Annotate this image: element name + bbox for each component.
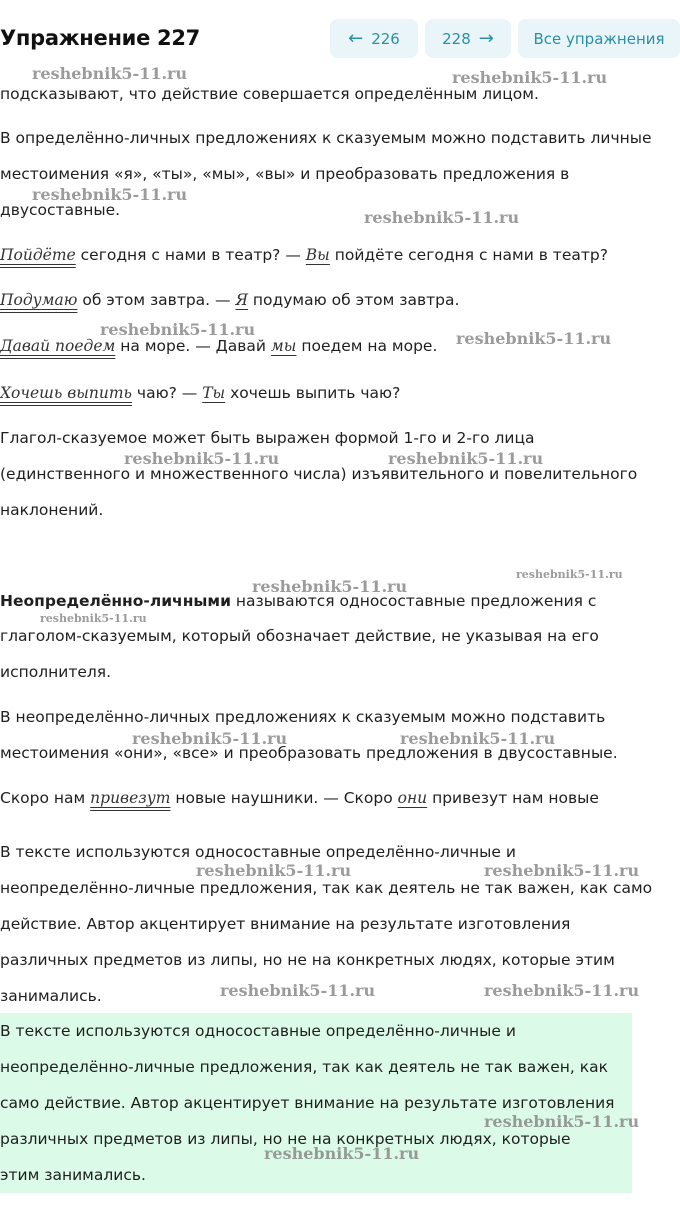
watermark: reshebnik5-11.ru bbox=[452, 68, 608, 87]
page-title: Упражнение 227 bbox=[0, 26, 200, 50]
example-text: хочешь выпить чаю? bbox=[225, 384, 401, 402]
arrow-right-icon: → bbox=[478, 27, 494, 49]
example-line bbox=[0, 375, 400, 411]
next-exercise-button[interactable] bbox=[425, 19, 511, 58]
text-line: различных предметов из липы, но не на конкретных людях, которые этим bbox=[0, 951, 615, 969]
text-line: В неопределённо-личных предложениях к сказуемым можно подставить bbox=[0, 708, 606, 726]
predicate: привезут bbox=[90, 789, 171, 807]
text-line: глаголом-сказуемым, который обозначает действие, не указывая на его bbox=[0, 627, 599, 645]
example-text: чаю? — bbox=[131, 384, 203, 402]
text-line: занимались. bbox=[0, 987, 102, 1005]
example-line bbox=[0, 237, 608, 273]
predicate: Пойдёте bbox=[0, 246, 76, 264]
answer-line: различных предметов из липы, но не на конкретных людях, которые bbox=[0, 1130, 571, 1148]
subject: они bbox=[397, 789, 428, 807]
all-exercises-button[interactable] bbox=[518, 19, 680, 58]
arrow-left-icon: ← bbox=[348, 27, 364, 49]
watermark: reshebnik5-11.ru bbox=[220, 981, 376, 1000]
text-line: В тексте используются односоставные определённо-личные и bbox=[0, 843, 516, 861]
predicate: Хочешь выпить bbox=[0, 384, 132, 402]
predicate: Давай поедем bbox=[0, 337, 116, 355]
text-span: называются односоставные предложения с bbox=[230, 592, 597, 610]
watermark: reshebnik5-11.ru bbox=[484, 981, 640, 1000]
answer-line: неопределённо-личные предложения, так как деятель не так важен, как bbox=[0, 1058, 609, 1076]
watermark: reshebnik5-11.ru bbox=[516, 568, 623, 581]
subject: Ты bbox=[202, 384, 226, 402]
prev-exercise-button[interactable] bbox=[330, 19, 418, 58]
example-text: подумаю об этом завтра. bbox=[248, 291, 460, 309]
watermark: reshebnik5-11.ru bbox=[40, 612, 147, 625]
watermark: reshebnik5-11.ru bbox=[484, 1112, 640, 1131]
next-exercise-label: 228 bbox=[442, 29, 471, 48]
text-line: местоимения «я», «ты», «мы», «вы» и преобразовать предложения в bbox=[0, 165, 570, 183]
text-line: местоимения «они», «все» и преобразовать предложения в двусоставные. bbox=[0, 744, 618, 762]
example-text: пойдёте сегодня с нами в театр? bbox=[329, 246, 608, 264]
example-line bbox=[0, 780, 599, 816]
prev-exercise-label: 226 bbox=[371, 29, 400, 48]
answer-line: само действие. Автор акцентирует внимание на результате изготовления bbox=[0, 1094, 615, 1112]
subject: Я bbox=[235, 291, 248, 309]
subject: Вы bbox=[305, 246, 330, 264]
watermark: reshebnik5-11.ru bbox=[32, 185, 188, 204]
watermark: reshebnik5-11.ru bbox=[364, 208, 520, 227]
watermark: reshebnik5-11.ru bbox=[32, 64, 188, 83]
text-line: наклонений. bbox=[0, 501, 104, 519]
text-line: (единственного и множественного числа) изъявительного и повелительного bbox=[0, 465, 638, 483]
example-line bbox=[0, 282, 459, 318]
example-text: сегодня с нами в театр? — bbox=[75, 246, 306, 264]
example-text: Скоро нам bbox=[0, 789, 91, 807]
watermark: reshebnik5-11.ru bbox=[388, 449, 544, 468]
example-text: поедем на море. bbox=[296, 337, 438, 355]
answer-line: этим занимались. bbox=[0, 1166, 146, 1184]
watermark: reshebnik5-11.ru bbox=[252, 577, 408, 596]
text-line: Глагол-сказуемое может быть выражен формой 1-го и 2-го лица bbox=[0, 429, 535, 447]
text-line: неопределённо-личные предложения, так как деятель не так важен, как само bbox=[0, 879, 653, 897]
watermark: reshebnik5-11.ru bbox=[456, 329, 612, 348]
example-text: новые наушники. — Скоро bbox=[170, 789, 398, 807]
watermark: reshebnik5-11.ru bbox=[196, 861, 352, 880]
text-line: двусоставные. bbox=[0, 201, 121, 219]
exercise-header bbox=[0, 0, 680, 72]
predicate: Подумаю bbox=[0, 291, 78, 309]
term-bold: Неопределённо-личными bbox=[0, 592, 231, 610]
example-text: на море. — Давай bbox=[115, 337, 271, 355]
text-line: действие. Автор акцентирует внимание на результате изготовления bbox=[0, 915, 571, 933]
watermark: reshebnik5-11.ru bbox=[132, 729, 288, 748]
watermark: reshebnik5-11.ru bbox=[100, 320, 256, 339]
watermark: reshebnik5-11.ru bbox=[484, 861, 640, 880]
all-exercises-label: Все упражнения bbox=[533, 29, 665, 48]
watermark: reshebnik5-11.ru bbox=[400, 729, 556, 748]
text-line: подсказывают, что действие совершается определённым лицом. bbox=[0, 85, 539, 103]
subject: мы bbox=[270, 337, 297, 355]
watermark: reshebnik5-11.ru bbox=[264, 1144, 420, 1163]
answer-line: В тексте используются односоставные определённо-личные и bbox=[0, 1022, 516, 1040]
text-line: В определённо-личных предложениях к сказуемым можно подставить личные bbox=[0, 129, 652, 147]
example-text: об этом завтра. — bbox=[77, 291, 236, 309]
text-line: исполнителя. bbox=[0, 663, 112, 681]
example-text: привезут нам новые bbox=[427, 789, 599, 807]
watermark: reshebnik5-11.ru bbox=[124, 449, 280, 468]
